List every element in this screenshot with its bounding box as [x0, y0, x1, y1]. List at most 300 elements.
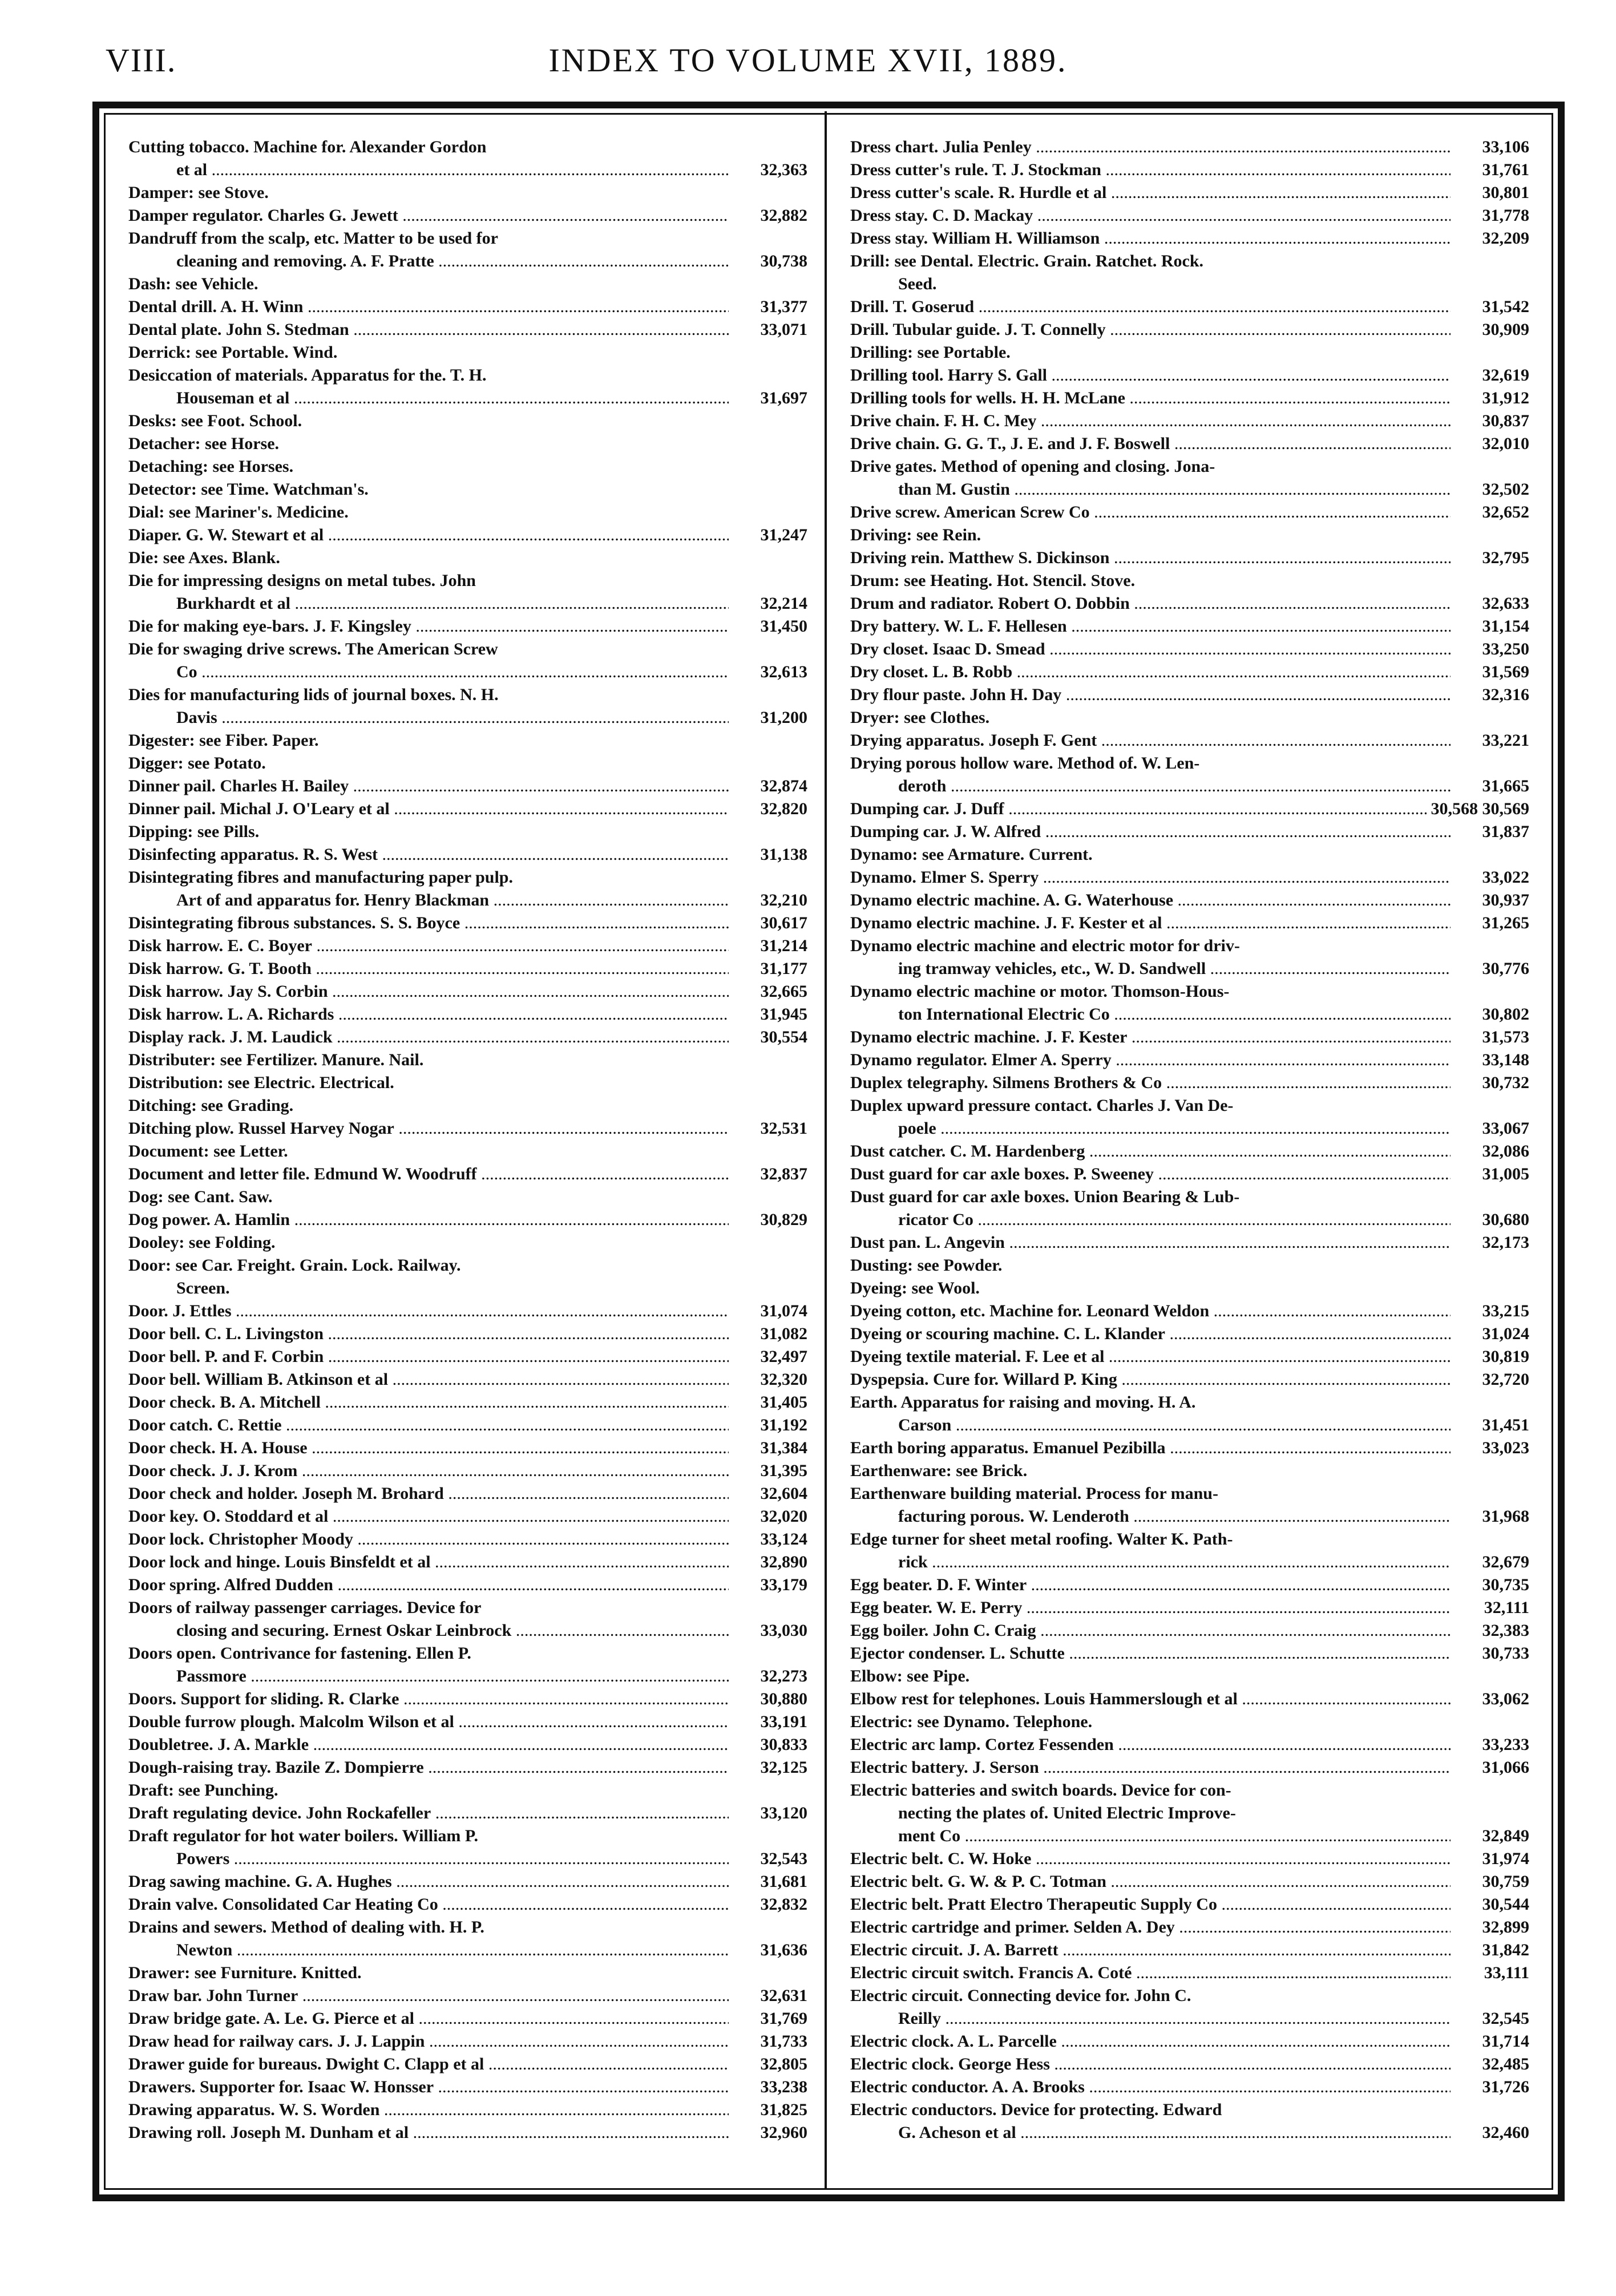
- entry-text: Electric cartridge and primer. Selden A. Dey .....: [850, 1916, 1451, 1939]
- entry-number: 32,960: [760, 2123, 807, 2142]
- entry-number: 32,832: [760, 1895, 807, 1914]
- index-entry: [850, 843, 1529, 866]
- entry-text: Elbow rest for telephones. Louis Hammerslough et al .....: [850, 1688, 1451, 1711]
- entry-number: 30,738: [760, 252, 807, 270]
- entry-last-line: [128, 387, 807, 410]
- entry-number: 30,880: [760, 1689, 807, 1708]
- entry-number: 30,833: [760, 1735, 807, 1754]
- entry-text: Drains and sewers. Method of dealing with. H. P.: [128, 1918, 484, 1937]
- index-entry: [850, 1733, 1529, 1756]
- entry-number: 32,363: [760, 160, 807, 179]
- entry-text: Dynamo electric machine or motor. Thomson-Hous-: [850, 982, 1230, 1001]
- entry-number: 32,613: [760, 662, 807, 681]
- entry-text: Dress chart. Julia Penley .....: [850, 136, 1451, 159]
- entry-last-line: [850, 1003, 1529, 1026]
- entry-continuation: poele .....: [898, 1117, 1451, 1140]
- entry-continuation: Davis .....: [176, 706, 729, 729]
- index-entry: [850, 1596, 1529, 1619]
- entry-number: 30,554: [760, 1028, 807, 1046]
- page-number: VIII.: [106, 42, 177, 79]
- index-entry: [128, 957, 807, 980]
- entry-text: Drawers. Supporter for. Isaac W. Honsser .....: [128, 2076, 729, 2099]
- index-entry: [128, 1049, 807, 1072]
- entry-number: 32,173: [1482, 1233, 1529, 1252]
- index-entry: [128, 1893, 807, 1916]
- entry-continuation: ing tramway vehicles, etc., W. D. Sandwell .....: [898, 957, 1451, 980]
- entry-text: Dust guard for car axle boxes. Union Bearing & Lub-: [850, 1187, 1240, 1206]
- index-entry: [850, 684, 1529, 706]
- index-entry: [128, 2053, 807, 2076]
- index-entry: [128, 455, 807, 478]
- index-entry: [128, 798, 807, 820]
- entry-last-line: [128, 592, 807, 615]
- index-entry: [128, 273, 807, 296]
- index-entry: [128, 1984, 807, 2007]
- entry-text: Electric circuit switch. Francis A. Coté .....: [850, 1962, 1451, 1984]
- index-entry: [850, 1939, 1529, 1962]
- entry-text: Drain valve. Consolidated Car Heating Co .....: [128, 1893, 729, 1916]
- index-entry: [128, 843, 807, 866]
- entry-last-line: [128, 1848, 807, 1870]
- entry-text: Ditching plow. Russel Harvey Nogar .....: [128, 1117, 729, 1140]
- entry-number: 32,619: [1482, 366, 1529, 385]
- index-entry: [128, 1391, 807, 1414]
- index-entry: [850, 615, 1529, 638]
- entry-continuation: cleaning and removing. A. F. Pratte .....: [176, 250, 729, 273]
- entry-number: 31,138: [760, 845, 807, 864]
- entry-last-line: [128, 889, 807, 912]
- index-entry: [850, 159, 1529, 181]
- entry-number: 33,062: [1482, 1689, 1529, 1708]
- entry-text: Dry flour paste. John H. Day .....: [850, 684, 1451, 706]
- index-entry: [850, 250, 1529, 296]
- entry-number: 33,023: [1482, 1438, 1529, 1457]
- entry-number: 33,030: [760, 1621, 807, 1640]
- index-entry: [128, 1368, 807, 1391]
- entry-text: Dust guard for car axle boxes. P. Sweeney .....: [850, 1163, 1451, 1186]
- entry-continuation: ricator Co .....: [898, 1208, 1451, 1231]
- entry-text: Electric conductor. A. A. Brooks .....: [850, 2076, 1451, 2099]
- entry-number: 31,825: [760, 2100, 807, 2119]
- entry-continuation: Passmore .....: [176, 1665, 729, 1688]
- index-entry: [128, 1482, 807, 1505]
- index-entry: [128, 1711, 807, 1733]
- entry-number: 30,544: [1482, 1895, 1529, 1914]
- index-entry: [128, 318, 807, 341]
- index-entry: [128, 1574, 807, 1596]
- index-entry: [850, 1231, 1529, 1254]
- entry-text: Dumping car. J. Duff .....: [850, 798, 1427, 820]
- entry-number: 33,179: [760, 1575, 807, 1594]
- entry-number: 31,636: [760, 1941, 807, 1959]
- entry-text: Disk harrow. Jay S. Corbin .....: [128, 980, 729, 1003]
- index-column-right: [850, 136, 1529, 2144]
- entry-text: Dinner pail. Charles H. Bailey .....: [128, 775, 729, 798]
- entry-text: Doubletree. J. A. Markle .....: [128, 1733, 729, 1756]
- entry-number: 33,215: [1482, 1301, 1529, 1320]
- entry-number: 31,395: [760, 1461, 807, 1480]
- entry-text: Dynamo electric machine. J. F. Kester .....: [850, 1026, 1451, 1049]
- index-entry: [850, 1460, 1529, 1482]
- index-entry: [128, 1072, 807, 1094]
- entry-text: Door: see Car. Freight. Grain. Lock. Railway.: [128, 1256, 461, 1275]
- entry-number: 32,720: [1482, 1370, 1529, 1389]
- entry-number: 31,247: [760, 526, 807, 544]
- entry-text: Draft: see Punching.: [128, 1781, 278, 1800]
- entry-text: Drawing roll. Joseph M. Dunham et al .....: [128, 2121, 729, 2144]
- entry-last-line: [850, 775, 1529, 798]
- entry-text: Drag sawing machine. G. A. Hughes .....: [128, 1870, 729, 1893]
- entry-number: 31,778: [1482, 206, 1529, 225]
- entry-number: 30,937: [1482, 891, 1529, 909]
- entry-number: 31,714: [1482, 2032, 1529, 2051]
- entry-continuation: deroth .....: [898, 775, 1451, 798]
- entry-text: Damper regulator. Charles G. Jewett .....: [128, 204, 729, 227]
- entry-number: 32,125: [760, 1758, 807, 1777]
- entry-last-line: [850, 1505, 1529, 1528]
- entry-text: Dress stay. William H. Williamson .....: [850, 227, 1451, 250]
- entry-text: Door catch. C. Rettie .....: [128, 1414, 729, 1437]
- entry-continuation: Powers .....: [176, 1848, 729, 1870]
- entry-continuation: Reilly .....: [898, 2007, 1451, 2030]
- entry-number: 32,020: [760, 1507, 807, 1526]
- entry-number: 31,450: [760, 617, 807, 636]
- entry-number: 33,022: [1482, 868, 1529, 887]
- index-entry: [850, 1848, 1529, 1870]
- entry-text: Drill: see Dental. Electric. Grain. Ratchet. Rock.: [850, 252, 1203, 270]
- entry-text: Door bell. William B. Atkinson et al .....: [128, 1368, 729, 1391]
- index-entry: [128, 478, 807, 501]
- entry-text: Electric: see Dynamo. Telephone.: [850, 1712, 1093, 1731]
- entry-number: 31,681: [760, 1872, 807, 1891]
- entry-text: Dust catcher. C. M. Hardenberg .....: [850, 1140, 1451, 1163]
- index-entry: [128, 1528, 807, 1551]
- entry-number: 31,265: [1482, 913, 1529, 932]
- entry-number: 31,405: [760, 1393, 807, 1412]
- entry-last-line: [128, 1939, 807, 1962]
- index-entry: [850, 1437, 1529, 1460]
- entry-text: Electric circuit. J. A. Barrett .....: [850, 1939, 1451, 1962]
- entry-text: Digger: see Potato.: [128, 754, 266, 773]
- entry-number: 32,679: [1482, 1553, 1529, 1571]
- entry-text: Draft regulator for hot water boilers. William P.: [128, 1826, 478, 1845]
- index-entry: [850, 729, 1529, 752]
- entry-text: Distributer: see Fertilizer. Manure. Nail.: [128, 1050, 424, 1069]
- entry-text: Dash: see Vehicle.: [128, 274, 258, 293]
- entry-text: Dyeing: see Wool.: [850, 1279, 980, 1297]
- index-entry: [850, 820, 1529, 843]
- entry-text: Electric clock. George Hess .....: [850, 2053, 1451, 2076]
- index-entry: [850, 1072, 1529, 1094]
- index-entry: [128, 775, 807, 798]
- index-entry: [850, 1688, 1529, 1711]
- entry-number: 32,460: [1482, 2123, 1529, 2142]
- index-entry: [850, 889, 1529, 912]
- entry-last-line: [128, 661, 807, 684]
- index-entry: [850, 1094, 1529, 1140]
- index-entry: [128, 1870, 807, 1893]
- entry-text: Drilling tool. Harry S. Gall .....: [850, 364, 1451, 387]
- entry-number: 32,805: [760, 2055, 807, 2073]
- index-entry: [850, 1140, 1529, 1163]
- entry-number: 32,543: [760, 1849, 807, 1868]
- index-entry: [128, 1688, 807, 1711]
- index-entry: [128, 1505, 807, 1528]
- entry-text: Dynamo electric machine. J. F. Kester et al .....: [850, 912, 1451, 935]
- entry-text: Door lock and hinge. Louis Binsfeldt et al .....: [128, 1551, 729, 1574]
- index-entry: [850, 1665, 1529, 1688]
- index-entry: [850, 1962, 1529, 1984]
- index-entry: [128, 729, 807, 752]
- entry-text: Dandruff from the scalp, etc. Matter to be used for: [128, 229, 498, 248]
- index-entry: [128, 227, 807, 273]
- index-entry: [128, 296, 807, 318]
- index-entry: [128, 1642, 807, 1688]
- entry-text: Ditching: see Grading.: [128, 1096, 294, 1115]
- entry-number: 32,316: [1482, 685, 1529, 704]
- entry-last-line: [850, 1414, 1529, 1437]
- entry-text: Draft regulating device. John Rockafeller .....: [128, 1802, 729, 1825]
- entry-number: 30,801: [1482, 183, 1529, 202]
- entry-text: Door check. B. A. Mitchell .....: [128, 1391, 729, 1414]
- index-entry: [128, 1733, 807, 1756]
- page-title: INDEX TO VOLUME XVII, 1889.: [548, 42, 1068, 79]
- entry-continuation: Burkhardt et al .....: [176, 592, 729, 615]
- entry-number: 33,106: [1482, 138, 1529, 156]
- entry-number: 32,890: [760, 1553, 807, 1571]
- index-entry: [128, 501, 807, 524]
- entry-number: 31,214: [760, 936, 807, 955]
- entry-text: Elbow: see Pipe.: [850, 1667, 970, 1685]
- entry-number: 30,819: [1482, 1347, 1529, 1366]
- entry-text: Dry battery. W. L. F. Hellesen .....: [850, 615, 1451, 638]
- entry-text: Dry closet. L. B. Robb .....: [850, 661, 1451, 684]
- entry-number: 31,377: [760, 297, 807, 316]
- entry-text: Dooley: see Folding.: [128, 1233, 276, 1252]
- entry-text: Drilling tools for wells. H. H. McLane .....: [850, 387, 1451, 410]
- index-entry: [128, 2030, 807, 2053]
- index-entry: [128, 136, 807, 181]
- entry-number: 33,221: [1482, 731, 1529, 750]
- entry-number: 31,066: [1482, 1758, 1529, 1777]
- entry-text: Electric battery. J. Serson .....: [850, 1756, 1451, 1779]
- index-entry: [850, 912, 1529, 935]
- entry-continuation: Screen.: [176, 1279, 230, 1297]
- index-entry: [850, 1026, 1529, 1049]
- entry-text: Dog: see Cant. Saw.: [128, 1187, 273, 1206]
- entry-text: Door lock. Christopher Moody .....: [128, 1528, 729, 1551]
- entry-text: Dynamo regulator. Elmer A. Sperry .....: [850, 1049, 1451, 1072]
- entry-text: Dough-raising tray. Bazile Z. Dompierre .....: [128, 1756, 729, 1779]
- index-entry: [850, 1984, 1529, 2030]
- entry-last-line: [850, 1117, 1529, 1140]
- index-entry: [128, 2076, 807, 2099]
- index-entry: [128, 1802, 807, 1825]
- entry-continuation: facturing porous. W. Lenderoth .....: [898, 1505, 1451, 1528]
- index-entry: [850, 1619, 1529, 1642]
- entry-number: 31,074: [760, 1301, 807, 1320]
- entry-text: Electric circuit. Connecting device for. John C.: [850, 1986, 1191, 2005]
- entry-number: 31,697: [760, 389, 807, 407]
- entry-number: 31,451: [1482, 1416, 1529, 1434]
- index-entry: [128, 1003, 807, 1026]
- entry-text: Dress cutter's scale. R. Hurdle et al .....: [850, 181, 1451, 204]
- index-entry: [850, 1254, 1529, 1277]
- index-entry: [128, 820, 807, 843]
- entry-text: Disintegrating fibres and manufacturing paper pulp.: [128, 868, 513, 887]
- index-entry: [850, 2030, 1529, 2053]
- entry-text: Die for swaging drive screws. The American Screw: [128, 640, 498, 658]
- index-entry: [128, 1414, 807, 1437]
- entry-text: Draw bar. John Turner .....: [128, 1984, 729, 2007]
- entry-text: Edge turner for sheet metal roofing. Walter K. Path-: [850, 1530, 1233, 1549]
- entry-text: Duplex upward pressure contact. Charles J. Van De-: [850, 1096, 1234, 1115]
- index-entry: [128, 638, 807, 684]
- entry-text: Electric belt. G. W. & P. C. Totman .....: [850, 1870, 1451, 1893]
- entry-text: Drawing apparatus. W. S. Worden .....: [128, 2099, 729, 2121]
- index-column-left: [128, 136, 807, 2144]
- index-entry: [128, 432, 807, 455]
- index-entry: [850, 432, 1529, 455]
- entry-text: Disinfecting apparatus. R. S. West .....: [128, 843, 729, 866]
- entry-text: Cutting tobacco. Machine for. Alexander Gordon: [128, 138, 487, 156]
- index-entry: [850, 980, 1529, 1026]
- entry-number: 31,837: [1482, 822, 1529, 841]
- entry-number: 31,945: [760, 1005, 807, 1024]
- entry-text: Door bell. C. L. Livingston .....: [128, 1323, 729, 1345]
- entry-text: Drive screw. American Screw Co .....: [850, 501, 1451, 524]
- entry-text: Dyeing or scouring machine. C. L. Klander .....: [850, 1323, 1451, 1345]
- entry-number: 32,010: [1482, 434, 1529, 453]
- index-entry: [128, 684, 807, 729]
- index-entry: [850, 455, 1529, 501]
- entry-number: 31,384: [760, 1438, 807, 1457]
- index-entry: [850, 1163, 1529, 1186]
- entry-number: 32,604: [760, 1484, 807, 1503]
- index-entry: [128, 1825, 807, 1870]
- index-entry: [850, 866, 1529, 889]
- entry-number: 32,320: [760, 1370, 807, 1389]
- entry-text: Digester: see Fiber. Paper.: [128, 731, 319, 750]
- index-entry: [128, 1163, 807, 1186]
- entry-continuation: ton International Electric Co .....: [898, 1003, 1451, 1026]
- index-entry: [850, 136, 1529, 159]
- index-entry: [850, 1642, 1529, 1665]
- index-entry: [850, 1482, 1529, 1528]
- entry-number: 33,111: [1484, 1963, 1529, 1982]
- entry-text: Dog power. A. Hamlin .....: [128, 1208, 729, 1231]
- entry-number: 31,974: [1482, 1849, 1529, 1868]
- index-entry: [850, 2053, 1529, 2076]
- entry-number: 32,874: [760, 777, 807, 795]
- entry-text: Die for making eye-bars. J. F. Kingsley .....: [128, 615, 729, 638]
- entry-text: Dynamo electric machine and electric motor for driv-: [850, 936, 1240, 955]
- entry-text: Earthenware: see Brick.: [850, 1461, 1028, 1480]
- index-entry: [850, 1049, 1529, 1072]
- entry-text: Dress stay. C. D. Mackay .....: [850, 204, 1451, 227]
- index-entry: [128, 1323, 807, 1345]
- index-entry: [128, 1596, 807, 1642]
- index-entry: [850, 387, 1529, 410]
- entry-continuation: rick .....: [898, 1551, 1451, 1574]
- entry-number: 31,200: [760, 708, 807, 727]
- entry-text: Dust pan. L. Angevin .....: [850, 1231, 1451, 1254]
- index-entry: [128, 1962, 807, 1984]
- index-entry: [850, 638, 1529, 661]
- entry-number: 31,733: [760, 2032, 807, 2051]
- entry-number: 31,842: [1482, 1941, 1529, 1959]
- entry-number: 32,273: [760, 1667, 807, 1685]
- index-entry: [128, 935, 807, 957]
- entry-text: Doors. Support for sliding. R. Clarke .....: [128, 1688, 729, 1711]
- entry-number: 31,154: [1482, 617, 1529, 636]
- entry-continuation: necting the plates of. United Electric Improve-: [898, 1804, 1236, 1822]
- entry-continuation: Newton .....: [176, 1939, 729, 1962]
- entry-number: 30,680: [1482, 1210, 1529, 1229]
- entry-number: 32,849: [1482, 1826, 1529, 1845]
- index-entry: [128, 1026, 807, 1049]
- entry-number: 33,124: [760, 1530, 807, 1549]
- index-entry: [850, 706, 1529, 729]
- entry-number: 32,210: [760, 891, 807, 909]
- index-entry: [128, 1186, 807, 1208]
- entry-text: Doors open. Contrivance for fastening. Ellen P.: [128, 1644, 471, 1663]
- entry-number: 33,238: [760, 2077, 807, 2096]
- index-entry: [850, 524, 1529, 547]
- index-entry: [850, 752, 1529, 798]
- entry-last-line: [850, 2121, 1529, 2144]
- entry-number: 30,735: [1482, 1575, 1529, 1594]
- entry-text: Electric batteries and switch boards. Device for con-: [850, 1781, 1231, 1800]
- entry-text: Dyeing cotton, etc. Machine for. Leonard Weldon .....: [850, 1300, 1451, 1323]
- entry-text: Dies for manufacturing lids of journal boxes. N. H.: [128, 685, 499, 704]
- entry-text: Dusting: see Powder.: [850, 1256, 1003, 1275]
- entry-text: Electric belt. Pratt Electro Therapeutic Supply Co .....: [850, 1893, 1451, 1916]
- entry-text: Drum: see Heating. Hot. Stencil. Stove.: [850, 571, 1136, 590]
- index-entry: [850, 2099, 1529, 2144]
- entry-continuation: than M. Gustin .....: [898, 478, 1451, 501]
- entry-text: Door check. J. J. Krom .....: [128, 1460, 729, 1482]
- entry-text: Diaper. G. W. Stewart et al .....: [128, 524, 729, 547]
- entry-number: 30,776: [1482, 959, 1529, 978]
- entry-number: 30,829: [760, 1210, 807, 1229]
- entry-last-line: [128, 706, 807, 729]
- entry-number: 31,968: [1482, 1507, 1529, 1526]
- entry-number: 33,191: [760, 1712, 807, 1731]
- entry-continuation: ment Co .....: [898, 1825, 1451, 1848]
- index-entry: [128, 524, 807, 547]
- index-entry: [128, 2007, 807, 2030]
- entry-text: Drawer: see Furniture. Knitted.: [128, 1963, 362, 1982]
- entry-text: Die: see Axes. Blank.: [128, 548, 280, 567]
- index-entry: [850, 410, 1529, 432]
- entry-text: Disk harrow. L. A. Richards .....: [128, 1003, 729, 1026]
- entry-text: Door. J. Ettles .....: [128, 1300, 729, 1323]
- entry-number: 32,383: [1482, 1621, 1529, 1640]
- page-header: [0, 41, 1616, 92]
- index-entry: [128, 341, 807, 364]
- index-entry: [850, 1779, 1529, 1848]
- index-entry: [850, 1186, 1529, 1231]
- index-entry: [850, 1528, 1529, 1574]
- entry-number: 32,485: [1482, 2055, 1529, 2073]
- entry-number: 30,617: [760, 913, 807, 932]
- entry-text: Electric clock. A. L. Parcelle .....: [850, 2030, 1451, 2053]
- entry-text: Dipping: see Pills.: [128, 822, 260, 841]
- entry-number: 32,633: [1482, 594, 1529, 613]
- entry-text: Duplex telegraphy. Silmens Brothers & Co .....: [850, 1072, 1451, 1094]
- index-entry: [850, 1368, 1529, 1391]
